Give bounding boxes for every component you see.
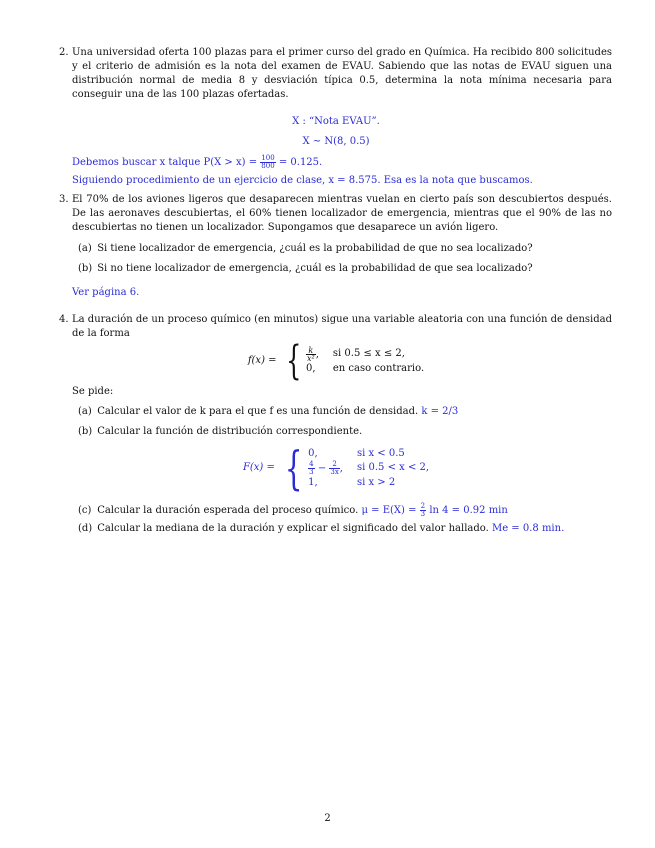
fraction <box>420 503 426 518</box>
distribution-function <box>60 441 612 495</box>
subquestion-answer: k = 2/3 <box>421 406 459 417</box>
problem-number: 3. <box>59 194 69 205</box>
fraction-numerator: k <box>306 347 316 355</box>
fraction-numerator: 100 <box>261 154 275 162</box>
fraction-denominator: 800 <box>261 162 275 170</box>
subquestion-b <box>78 425 612 439</box>
cdf-row-2-value: $\frac{4}{3}$ − $\frac{2}{3x}$ , <box>309 459 343 476</box>
cdf-row-1-value: 0, <box>308 447 318 459</box>
subquestion-a <box>78 405 612 419</box>
problem-statement: La duración de un proceso químico (en minutos) sigue una variable aleatoria con una función de densidad de la forma <box>72 314 612 339</box>
problem-statement: El 70% de los aviones ligeros que desaparecen mientras vuelan en cierto país son descubiertos después. De las aeronaves descubiertas, el 60% tienen localizador de emergencia, mientras que el 90% de las no descubiertas no tienen un localizador. Supongamos que desaparece un avión ligero. <box>72 194 612 233</box>
problem-3 <box>60 193 612 300</box>
density-fraction <box>306 347 316 362</box>
density-case-1-condition: si 0.5 ≤ x ≤ 2, <box>332 348 405 359</box>
cdf-row-1-condition: si x < 0.5 <box>356 447 405 459</box>
problem-number: 2. <box>59 47 69 58</box>
equation-variable: X : “Nota EVAU”. <box>292 116 380 127</box>
left-brace: { <box>285 338 301 384</box>
subquestion-text: Calcular la mediana de la duración y explicar el significado del valor hallado. <box>97 523 489 534</box>
problem-4 <box>60 313 612 536</box>
subquestion-text: Calcular el valor de k para el que f es una función de densidad. <box>97 406 419 417</box>
fraction-denominator: x² <box>306 353 315 363</box>
fraction-denominator: 3 <box>309 467 314 476</box>
subquestion-d <box>78 522 612 536</box>
problem-statement: Una universidad oferta 100 plazas para el primer curso del grado en Química. Ha recibido 800 solicitudes y el criterio de admisión es la nota del examen de EVAU. Sabiendo que las notas de EVAU siguen una distribución normal de media 8 y desviación típica 0.5, determina la nota mínima necesaria para conseguir una de las 100 plazas ofertadas. <box>72 47 612 100</box>
problem-2 <box>60 46 612 188</box>
answer-text: ln 4 = 0.92 min <box>429 505 508 516</box>
subquestion-answer: Me = 0.8 min. <box>491 523 565 534</box>
density-case-2-value: 0, <box>305 362 316 374</box>
subquestion-text: Calcular la función de distribución correspondiente. <box>97 426 363 437</box>
fraction <box>260 155 275 170</box>
subquestion-a <box>78 242 612 256</box>
cdf-lhs: F(x) = <box>242 462 275 473</box>
answer-text: μ = E(X) = <box>361 505 417 516</box>
answer-line-1 <box>72 155 612 170</box>
left-brace: { <box>284 441 303 495</box>
subquestion-text: Si tiene localizador de emergencia, ¿cuál es la probabilidad de que no sea localizado? <box>97 243 533 254</box>
se-pide-label: Se pide: <box>72 386 114 397</box>
subquestion-label: (b) <box>78 263 93 274</box>
cdf-row-3-condition: si x > 2 <box>356 476 396 488</box>
answer-text: Debemos buscar x talque P(X > x) = <box>72 157 258 168</box>
subquestion-c <box>78 503 612 518</box>
density-lhs: f(x) = <box>247 355 277 366</box>
subquestion-b <box>78 262 612 276</box>
cdf-row-2-condition: si 0.5 < x < 2, <box>356 462 430 473</box>
cdf-row-3-value: 1, <box>308 476 318 488</box>
page-number: 2 <box>324 813 331 824</box>
answer-reference: Ver página 6. <box>72 287 140 298</box>
subquestion-text: Calcular la duración esperada del proceso químico. <box>97 505 359 516</box>
subquestion-label: (d) <box>78 523 93 534</box>
fraction-numerator: 2 <box>420 502 426 510</box>
density-function: f(x) = { $\frac{k}{\text{x²}}$ , si 0.5 ≤ x ≤ 2, 0, en caso contrario. <box>247 338 425 384</box>
problem-number: 4. <box>59 314 69 325</box>
subquestion-label: (a) <box>78 406 92 417</box>
fraction-denominator: 3x <box>330 467 339 476</box>
fraction-numerator: 2 <box>329 461 339 469</box>
fraction-numerator: 4 <box>309 459 314 468</box>
fraction-denominator: 3 <box>420 510 426 518</box>
subquestion-answer <box>361 502 508 518</box>
density-case-2-condition: en caso contrario. <box>332 362 425 374</box>
subquestion-label: (b) <box>78 426 93 437</box>
subquestion-label: (a) <box>78 243 92 254</box>
answer-text: = 0.125. <box>278 157 323 168</box>
equation-distribution: X ∼ N(8, 0.5) <box>302 136 370 147</box>
answer-line-2: Siguiendo procedimiento de un ejercicio de clase, x = 8.575. Esa es la nota que buscamos. <box>72 175 533 186</box>
subquestion-text: Si no tiene localizador de emergencia, ¿cuál es la probabilidad de que sea localizado? <box>97 263 533 274</box>
subquestion-label: (c) <box>78 505 92 516</box>
